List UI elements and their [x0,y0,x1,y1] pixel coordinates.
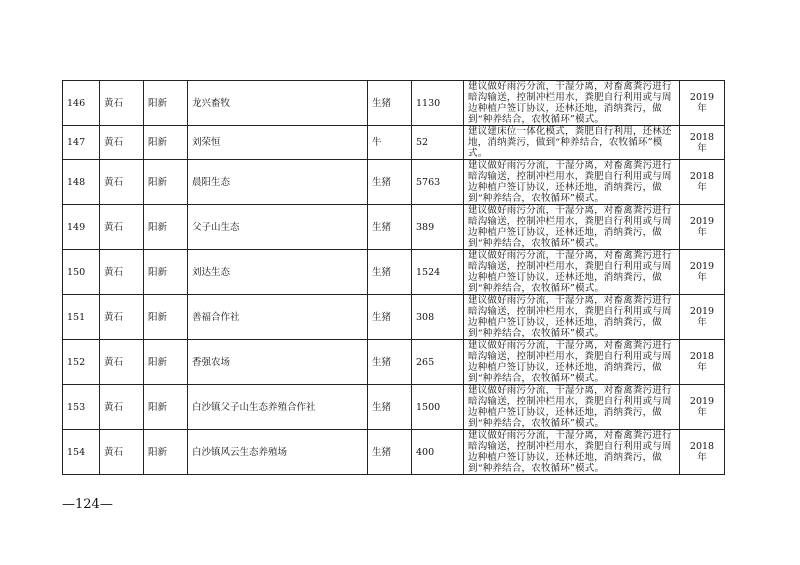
row-number: 146 [63,81,100,126]
table-row [63,295,725,340]
animal-type-cell: 生猪 [368,340,412,385]
farm-name-cell: 父子山生态 [188,205,368,250]
table-row [63,81,725,126]
year-cell: 2019 年 [680,205,725,250]
animal-type-cell: 生猪 [368,250,412,295]
table-row [63,385,725,430]
measure-cell: 建议做好雨污分流，干湿分离，对畜禽粪污进行暗沟输送，控制冲栏用水，粪肥自行利用或与周边种植户签订协议，还林还地，消纳粪污，做到“种养结合，农牧循环”模式。 [464,81,680,126]
farm-name-cell: 龙兴畜牧 [188,81,368,126]
animal-type-cell: 生猪 [368,160,412,205]
measure-cell: 建议做好雨污分流，干湿分离，对畜禽粪污进行暗沟输送，控制冲栏用水，粪肥自行利用或与周边种植户签订协议，还林还地，消纳粪污，做到“种养结合，农牧循环”模式。 [464,340,680,385]
livestock-count-cell: 5763 [412,160,464,205]
row-number: 149 [63,205,100,250]
county-cell: 阳新 [144,160,188,205]
page-number: —124— [62,497,113,512]
table-row [63,430,725,475]
farm-name-cell: 晨阳生态 [188,160,368,205]
animal-type-cell: 生猪 [368,295,412,340]
county-cell: 阳新 [144,205,188,250]
row-number: 148 [63,160,100,205]
livestock-count-cell: 52 [412,126,464,160]
year-cell: 2019 年 [680,81,725,126]
city-cell: 黄石 [100,430,144,475]
measure-cell: 建议做好雨污分流，干湿分离，对畜禽粪污进行暗沟输送，控制冲栏用水，粪肥自行利用或与周边种植户签订协议，还林还地，消纳粪污，做到“种养结合，农牧循环”模式。 [464,160,680,205]
measure-cell: 建议做好雨污分流，干湿分离，对畜禽粪污进行暗沟输送，控制冲栏用水，粪肥自行利用或与周边种植户签订协议，还林还地，消纳粪污，做到“种养结合，农牧循环”模式。 [464,295,680,340]
animal-type-cell: 生猪 [368,385,412,430]
county-cell: 阳新 [144,295,188,340]
row-number: 152 [63,340,100,385]
row-number: 150 [63,250,100,295]
measure-cell: 建议建床位一体化模式，粪肥自行利用，还林还地，消纳粪污，做到“种养结合，农牧循环”模式。 [464,126,680,160]
livestock-farm-table [62,80,725,475]
year-cell: 2018 年 [680,340,725,385]
city-cell: 黄石 [100,250,144,295]
year-cell: 2019 年 [680,295,725,340]
county-cell: 阳新 [144,250,188,295]
city-cell: 黄石 [100,205,144,250]
measure-cell: 建议做好雨污分流，干湿分离，对畜禽粪污进行暗沟输送，控制冲栏用水，粪肥自行利用或与周边种植户签订协议，还林还地，消纳粪污，做到“种养结合，农牧循环”模式。 [464,385,680,430]
county-cell: 阳新 [144,81,188,126]
table-row [63,250,725,295]
county-cell: 阳新 [144,430,188,475]
row-number: 151 [63,295,100,340]
county-cell: 阳新 [144,340,188,385]
livestock-count-cell: 265 [412,340,464,385]
farm-name-cell: 香强农场 [188,340,368,385]
animal-type-cell: 生猪 [368,205,412,250]
measure-cell: 建议做好雨污分流，干湿分离，对畜禽粪污进行暗沟输送，控制冲栏用水，粪肥自行利用或与周边种植户签订协议，还林还地，消纳粪污，做到“种养结合，农牧循环”模式。 [464,250,680,295]
year-cell: 2018 年 [680,126,725,160]
row-number: 154 [63,430,100,475]
table-row [63,126,725,160]
livestock-count-cell: 1500 [412,385,464,430]
farm-name-cell: 白沙镇风云生态养殖场 [188,430,368,475]
county-cell: 阳新 [144,385,188,430]
year-cell: 2019 年 [680,250,725,295]
livestock-count-cell: 1524 [412,250,464,295]
table-row [63,340,725,385]
row-number: 153 [63,385,100,430]
farm-name-cell: 善福合作社 [188,295,368,340]
table-row [63,205,725,250]
livestock-count-cell: 1130 [412,81,464,126]
year-cell: 2018 年 [680,160,725,205]
animal-type-cell: 生猪 [368,430,412,475]
city-cell: 黄石 [100,385,144,430]
year-cell: 2019 年 [680,385,725,430]
livestock-count-cell: 389 [412,205,464,250]
measure-cell: 建议做好雨污分流，干湿分离，对畜禽粪污进行暗沟输送，控制冲栏用水，粪肥自行利用或与周边种植户签订协议，还林还地，消纳粪污，做到“种养结合，农牧循环”模式。 [464,430,680,475]
city-cell: 黄石 [100,295,144,340]
animal-type-cell: 生猪 [368,81,412,126]
city-cell: 黄石 [100,160,144,205]
row-number: 147 [63,126,100,160]
farm-name-cell: 刘达生态 [188,250,368,295]
city-cell: 黄石 [100,340,144,385]
city-cell: 黄石 [100,81,144,126]
year-cell: 2018 年 [680,430,725,475]
animal-type-cell: 牛 [368,126,412,160]
county-cell: 阳新 [144,126,188,160]
table-row [63,160,725,205]
livestock-count-cell: 400 [412,430,464,475]
farm-name-cell: 刘荣恒 [188,126,368,160]
measure-cell: 建议做好雨污分流，干湿分离，对畜禽粪污进行暗沟输送，控制冲栏用水，粪肥自行利用或与周边种植户签订协议，还林还地，消纳粪污，做到“种养结合，农牧循环”模式。 [464,205,680,250]
farm-name-cell: 白沙镇父子山生态养殖合作社 [188,385,368,430]
livestock-count-cell: 308 [412,295,464,340]
city-cell: 黄石 [100,126,144,160]
